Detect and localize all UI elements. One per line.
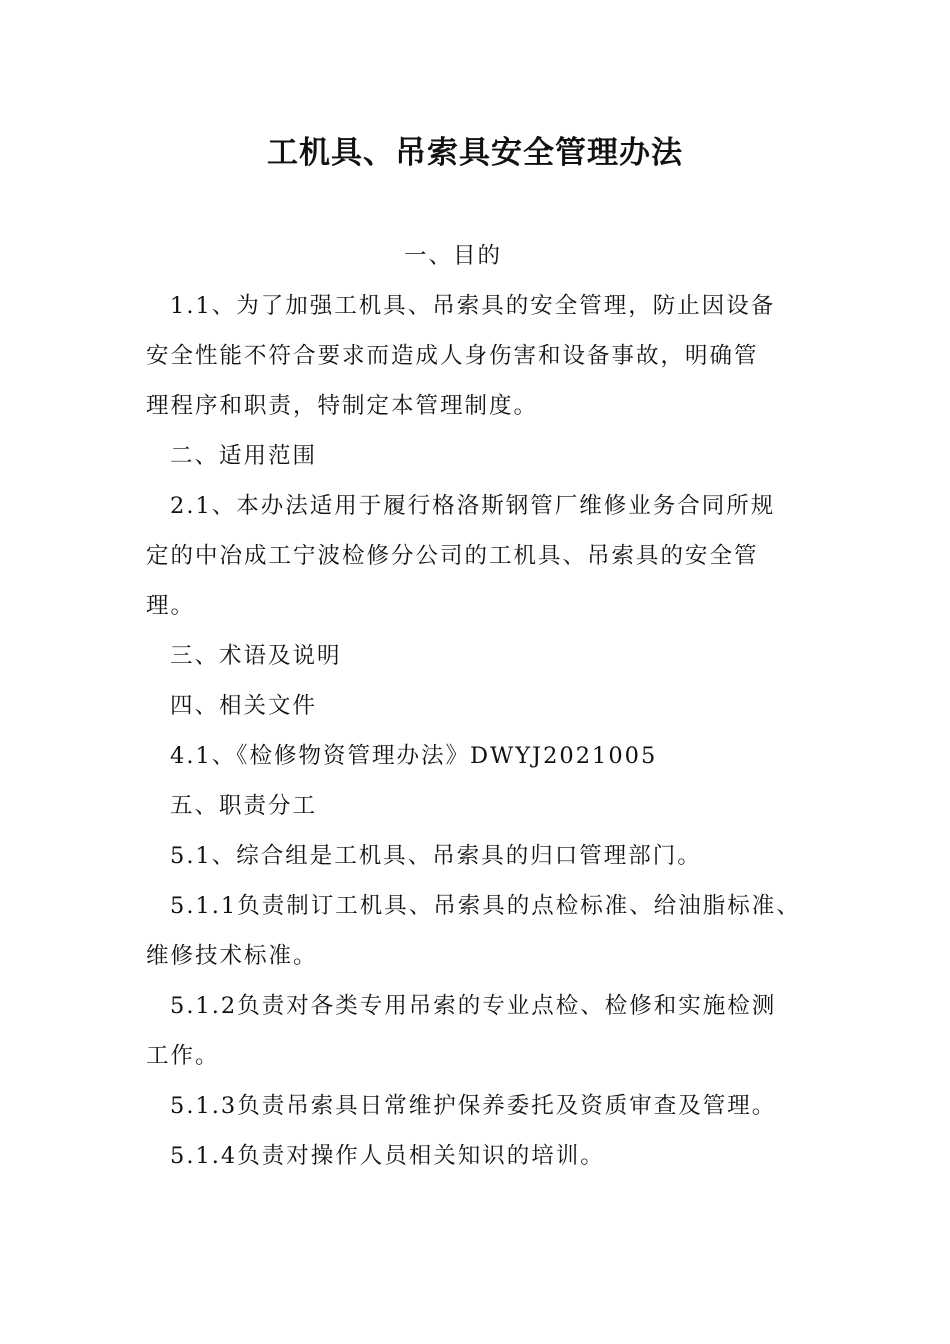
paragraph-5-1-2-line-2: 工作。 bbox=[146, 1043, 220, 1069]
section-heading-terms: 三、术语及说明 bbox=[170, 643, 342, 669]
paragraph-5-1-1-line-1: 5.1.1负责制订工机具、吊索具的点检标准、给油脂标准、 bbox=[170, 893, 801, 919]
paragraph-1-1-line-2: 安全性能不符合要求而造成人身伤害和设备事故，明确管 bbox=[146, 343, 759, 369]
section-heading-purpose: 一、目的 bbox=[403, 243, 502, 269]
paragraph-2-1-line-3: 理。 bbox=[146, 593, 196, 619]
section-heading-scope: 二、适用范围 bbox=[170, 443, 318, 469]
paragraph-5-1-4: 5.1.4负责对操作人员相关知识的培训。 bbox=[170, 1143, 605, 1169]
paragraph-5-1-1-line-2: 维修技术标准。 bbox=[146, 943, 318, 969]
section-heading-related-docs: 四、相关文件 bbox=[170, 693, 318, 719]
section-heading-responsibilities: 五、职责分工 bbox=[170, 793, 318, 819]
paragraph-4-1: 4.1、《检修物资管理办法》DWYJ2021005 bbox=[170, 743, 658, 769]
paragraph-2-1-line-1: 2.1、本办法适用于履行格洛斯钢管厂维修业务合同所规 bbox=[170, 493, 776, 519]
paragraph-5-1: 5.1、综合组是工机具、吊索具的归口管理部门。 bbox=[170, 843, 702, 869]
document-title: 工机具、吊索具安全管理办法 bbox=[267, 135, 683, 171]
paragraph-1-1-line-1: 1.1、为了加强工机具、吊索具的安全管理，防止因设备 bbox=[170, 293, 776, 319]
paragraph-2-1-line-2: 定的中冶成工宁波检修分公司的工机具、吊索具的安全管 bbox=[146, 543, 759, 569]
paragraph-5-1-2-line-1: 5.1.2负责对各类专用吊索的专业点检、检修和实施检测 bbox=[170, 993, 777, 1019]
paragraph-1-1-line-3: 理程序和职责，特制定本管理制度。 bbox=[146, 393, 539, 419]
paragraph-5-1-3: 5.1.3负责吊索具日常维护保养委托及资质审查及管理。 bbox=[170, 1093, 777, 1119]
